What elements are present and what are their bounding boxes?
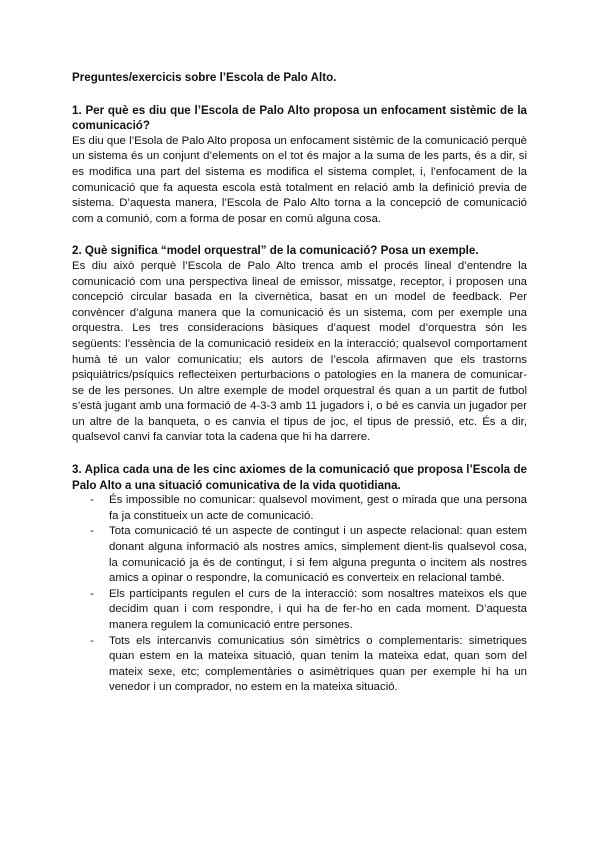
document-page (72, 70, 527, 696)
list-item (72, 524, 527, 586)
question-1: 1. Per què es diu que l’Escola de Palo Alto proposa un enfocament sistèmic de la comunicació? (72, 103, 527, 133)
axioms-list (72, 493, 527, 696)
axiom-text: Tots els intercanvis comunicatius són simètrics o complementaris: simetriques quan estem en la mateixa situació, quan tenim la mateixa edat, quan som del mateix sexe, etc; complementàries o asimètriques quan per exemple hi ha un venedor i un comprador, no estem en la mateixa situació. (109, 634, 527, 694)
answer-1: Es diu que l’Esola de Palo Alto proposa un enfocament sistèmic de la comunicació perquè un sistema és un conjunt d’elements on el tot és major a la suma de les parts, és a dir, si es modifica una part del sistema es modifica el sistema complet, i, l’enfocament de la comunicació que fa aquesta escola està totalment en relació amb la definició previa de sistema. D’aquesta manera, l’Escola de Palo Alto torna a la concepció de comunicació com a comunió, com a forma de posar en comú alguna cosa. (72, 134, 527, 225)
question-3: 3. Aplica cada una de les cinc axiomes de la comunicació que proposa l’Escola de Palo Alto a una situació comunicativa de la vida quotidiana. (72, 463, 527, 492)
bullet-dash: - (90, 525, 94, 538)
document-title: Preguntes/exercicis sobre l’Escola de Palo Alto. (72, 71, 337, 84)
list-item (72, 634, 527, 696)
bullet-dash: - (90, 634, 94, 647)
question-2: 2. Què significa “model orquestral” de la comunicació? Posa un exemple. (72, 244, 479, 258)
bullet-dash: - (90, 494, 94, 507)
answer-2: Es diu això perquè l’Escola de Palo Alto trenca amb el procés lineal d’entendre la comunicació com una perspectiva lineal de emissor, missatge, receptor, i proposen una concepció circular basada en la civernètica, basat en un model de feedback. Per convèncer d’alguna manera que la comunicació és un sistema, com per exemple una orquestra. Les tres consideracions bàsiques d’aquest model d’orquestra són les següents: l’essència de la comunicació resideix en la interacció; qualsevol comportament humà té un valor comunicatiu; els autors de l’escola afirmaven que els trastorns psiquiàtrics/psíquics reflecteixen perturbacions o patologies en la manera de comunicar-se de les persones. Un altre exemple de model orquestral és quan a un partit de futbol s’està jugant amb una formació de 4-3-3 amb 11 jugadors i, o bé es canvia un jugador per un altre de la banqueta, o es canvia el tipus de joc, el tipus de pressió, etc. És a dir, qualsevol canvi fa canviar tota la cadena que hi ha darrere. (72, 259, 527, 444)
axiom-text: Els participants regulen el curs de la interacció: som nosaltres mateixos els que decidim quan i com respondre, i qui ha de fer-ho en cada moment. D’aquesta manera regulem la comunicació entre persones. (109, 587, 527, 631)
list-item (72, 587, 527, 634)
bullet-dash: - (90, 587, 94, 600)
list-item (72, 493, 527, 524)
axiom-text: Tota comunicació té un aspecte de contingut i un aspecte relacional: quan estem donant alguna informació als nostres amics, simplement dient-lis qualsevol cosa, la comunicació ja és de contingut, i si fem alguna pregunta o incitem als nostres amics a opinar o respondre, la comunicació es converteix en relacional també. (109, 525, 527, 585)
axiom-text: És impossible no comunicar: qualsevol moviment, gest o mirada que una persona fa ja constitueix un acte de comunicació. (109, 494, 527, 522)
